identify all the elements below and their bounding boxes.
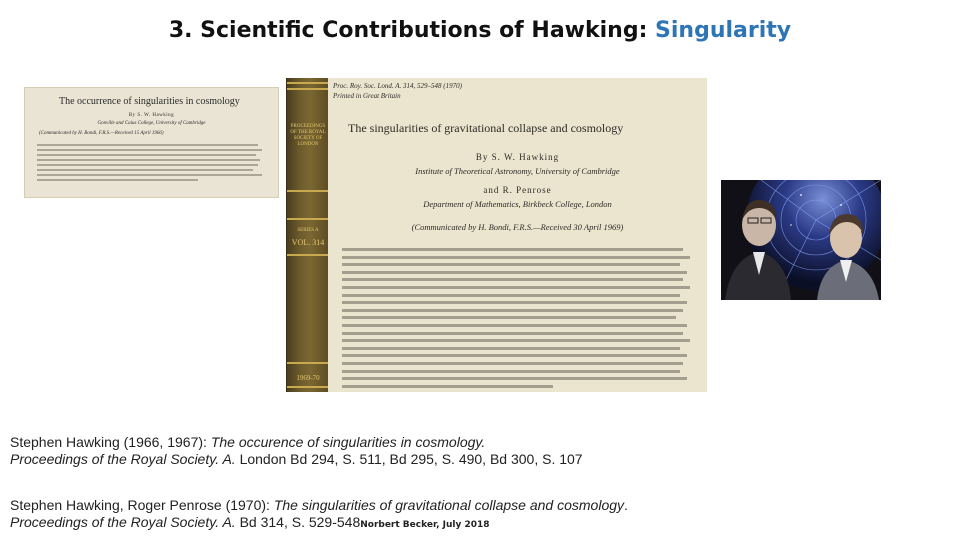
paper-author-2: and R. Penrose: [483, 185, 552, 195]
citation-2-title: The singularities of gravitational collapse and cosmology: [273, 497, 625, 513]
hawking-penrose-photo: [721, 180, 881, 300]
clipping-author: By S. W. Hawking: [128, 113, 175, 118]
slide-title: [0, 18, 960, 43]
title-main: 3. Scientific Contributions of Hawking:: [168, 18, 656, 43]
spine-year: 1969-70: [296, 374, 320, 382]
paper-author-1: By S. W. Hawking: [475, 152, 560, 162]
book-spine: [286, 78, 329, 392]
journal-reference: Proc. Roy. Soc. Lond. A. 314, 529–548 (1970): [333, 82, 462, 90]
paper-institution-1: Institute of Theoretical Astronomy, University of Cambridge: [415, 166, 620, 176]
paper-1966-clipping: [24, 87, 279, 198]
author-credit: Norbert Becker, July 2018: [360, 520, 490, 530]
citation-1-volumes: London Bd 294, S. 511, Bd 295, S. 490, Bd 300, S. 107: [235, 451, 583, 467]
spine-volume: VOL. 314: [291, 238, 325, 247]
citation-1-title: The occurence of singularities in cosmology.: [210, 434, 486, 450]
citation-1970: [10, 497, 628, 534]
paper-institution-2: Department of Mathematics, Birkbeck College, London: [423, 199, 612, 209]
portrait-image: [721, 180, 881, 300]
citation-1966: [10, 434, 583, 468]
spine-series: SERIES A: [297, 228, 319, 233]
paper-communicated: (Communicated by H. Bondi, F.R.S.—Received 30 April 1969): [411, 222, 624, 232]
clipping-abstract-text: [37, 144, 267, 184]
clipping-institution: Gonville and Caius College, University of Cambridge: [97, 121, 206, 126]
citation-2-volumes: Bd 314, S. 529-548: [235, 514, 361, 530]
citation-1-authors: Stephen Hawking (1966, 1967):: [10, 434, 211, 450]
paper-title: The singularities of gravitational collapse and cosmology: [348, 121, 624, 135]
title-accent: Singularity: [655, 18, 792, 43]
printed-in: Printed in Great Britain: [333, 92, 401, 100]
spine-title: PROCEEDINGS OF THE ROYAL SOCIETY OF LONDON: [290, 124, 326, 147]
citation-1-journal: Proceedings of the Royal Society. A.: [10, 451, 236, 467]
paper-abstract-text: [342, 248, 694, 392]
citation-2-authors: Stephen Hawking, Roger Penrose (1970):: [10, 497, 274, 513]
citation-2-period: .: [624, 497, 628, 513]
paper-1970-page: [328, 78, 707, 392]
citation-2-journal: Proceedings of the Royal Society. A.: [10, 514, 236, 530]
clipping-title: The occurrence of singularities in cosmology: [59, 96, 240, 107]
clipping-communicated: (Communicated by H. Bondi, F.R.S.—Received 15 April 1966): [39, 131, 164, 136]
